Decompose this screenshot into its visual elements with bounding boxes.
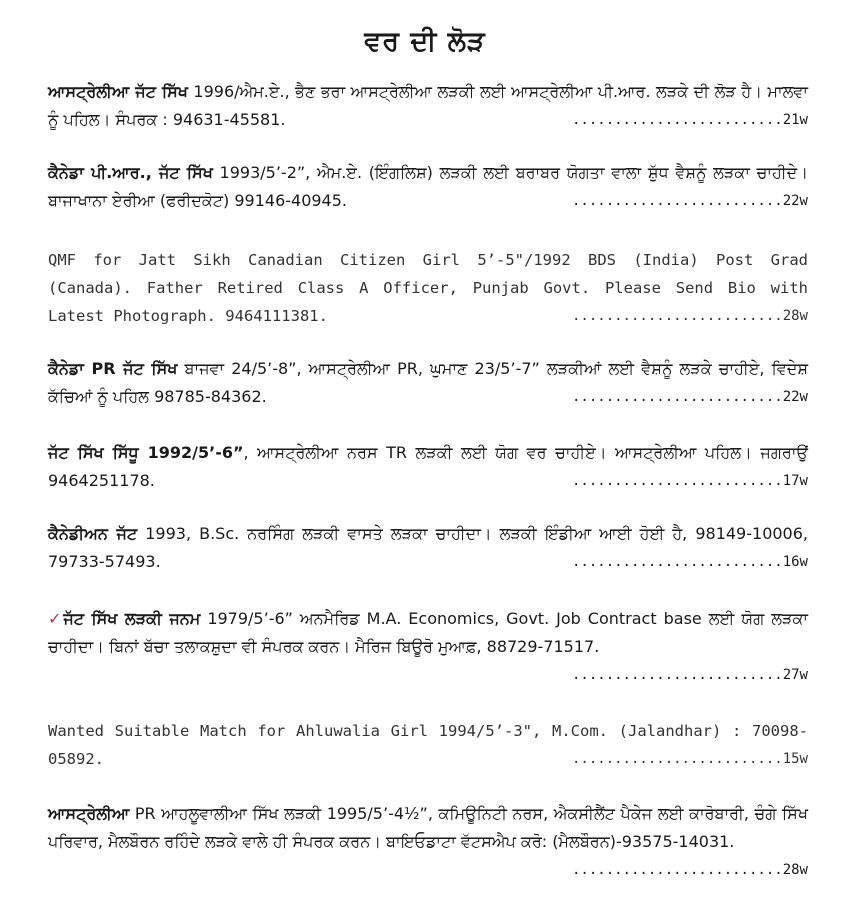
ad-text: 1993, B.Sc. ਨਰਸਿੰਗ ਲੜਕੀ ਵਾਸਤੇ ਲੜਕਾ ਚਾਹੀਦਾ। ਲੜਕੀ ਇੰਡੀਆ ਆਈ ਹੋਈ ਹੈ, 98149-10006, 79733-57493. xyxy=(48,524,808,571)
classified-ad xyxy=(48,246,808,330)
ad-text: , ਆਸਟ੍ਰੇਲੀਆ ਨਰਸ TR ਲੜਕੀ ਲਈ ਯੋਗ ਵਰ ਚਾਹੀਏ। ਆਸਟ੍ਰੇਲੀਆ ਪਹਿਲ। ਜਗਰਾਉਂ 9464251178. xyxy=(48,443,808,490)
ad-code: .........................27w xyxy=(571,667,808,683)
ad-heading: ਆਸਟ੍ਰੇਲੀਆ xyxy=(48,804,130,823)
classified-ad xyxy=(48,605,808,683)
ad-code: .........................21w xyxy=(571,112,808,128)
ad-code: .........................17w xyxy=(571,473,808,489)
ad-code: .........................22w xyxy=(571,389,808,405)
ad-heading: ਜੱਟ ਸਿੱਖ ਲੜਕੀ ਜਨਮ xyxy=(63,609,201,628)
ad-text: QMF for Jatt Sikh Canadian Citizen Girl 5’-5"/1992 BDS (India) Post Grad (Canada). Father Retired Class A Officer, Punjab Govt. Please Send Bio with Latest Photograph. 9464111381. xyxy=(48,251,808,325)
classified-ad xyxy=(48,800,808,878)
classified-ad xyxy=(48,159,808,215)
ad-text: PR ਆਹਲੂਵਾਲੀਆ ਸਿੱਖ ਲੜਕੀ 1995/5’-4½”, ਕਮਿਊਨਿਟੀ ਨਰਸ, ਐਕਸੀਲੈਂਟ ਪੈਕੇਜ ਲਈ ਕਾਰੋਬਾਰੀ, ਚੰਗੇ ਸਿੱਖ ਪਰਿਵਾਰ, ਮੈਲਬੌਰਨ ਰਹਿੰਦੇ ਲੜਕੇ ਵਾਲੇ ਹੀ ਸੰਪਰਕ ਕਰਨ। ਬਾਇਓਡਾਟਾ ਵੱਟਸਐਪ ਕਰੋ: (ਮੈਲਬੌਰਨ)-93575-14031. xyxy=(48,804,808,851)
ad-text: 1993/5’-2”, ਐਮ.ਏ. (ਇੰਗਲਿਸ਼) ਲੜਕੀ ਲਈ ਬਰਾਬਰ ਯੋਗਤਾ ਵਾਲਾ ਸ਼ੁੱਧ ਵੈਸ਼ਨੂੰ ਲੜਕਾ ਚਾਹੀਦੇ। ਬਾਜਾਖਾਨਾ ਏਰੀਆ (ਫਰੀਦਕੋਟ) 99146-40945. xyxy=(48,163,808,210)
ad-code: .........................16w xyxy=(571,554,808,570)
classified-ad xyxy=(48,78,808,134)
ad-code: .........................28w xyxy=(571,308,808,324)
ad-heading: ਕੈਨੇਡੀਅਨ ਜੱਟ xyxy=(48,524,138,543)
ad-heading: ਕੈਨੇਡਾ ਪੀ.ਆਰ., ਜੱਟ ਸਿੱਖ xyxy=(48,163,213,182)
ad-text: 1979/5’-6” ਅਨਮੈਰਿਡ M.A. Economics, Govt. Job Contract base ਲਈ ਯੋਗ ਲੜਕਾ ਚਾਹੀਦਾ। ਬਿਨਾਂ ਬੱਚਾ ਤਲਾਕਸ਼ੁਦਾ ਵੀ ਸੰਪਰਕ ਕਰਨ। ਮੈਰਿਜ ਬਿਊਰੋ ਮੁਆਫ਼, 88729-71517. xyxy=(48,609,808,656)
ad-code: .........................15w xyxy=(571,751,808,767)
ad-heading: ਆਸਟ੍ਰੇਲੀਆ ਜੱਟ ਸਿੱਖ xyxy=(48,82,188,101)
classified-ad xyxy=(48,439,808,495)
ad-text: ਬਾਜਵਾ 24/5’-8”, ਆਸਟ੍ਰੇਲੀਆ PR, ਘੁਮਾਣ 23/5’-7” ਲੜਕੀਆਂ ਲਈ ਵੈਸ਼ਨੂੰ ਲੜਕੇ ਚਾਹੀਏ, ਵਿਦੇਸ਼ ਕੱਚਿਆਂ ਨੂੰ ਪਹਿਲ 98785-84362. xyxy=(48,359,808,406)
classified-ad xyxy=(48,520,808,576)
ad-code: .........................28w xyxy=(571,862,808,878)
classified-ad xyxy=(48,717,808,773)
ad-text: Wanted Suitable Match for Ahluwalia Girl 1994/5’-3", M.Com. (Jalandhar) : 70098-05892. xyxy=(48,722,808,768)
checkmark-icon: ✓ xyxy=(48,609,64,628)
ad-code: .........................22w xyxy=(571,193,808,209)
ad-heading: ਕੈਨੇਡਾ PR ਜੱਟ ਸਿੱਖ xyxy=(48,359,178,378)
ad-text: 1996/ਐਮ.ਏ., ਭੈਣ ਭਰਾ ਆਸਟ੍ਰੇਲੀਆ ਲੜਕੀ ਲਈ ਆਸਟ੍ਰੇਲੀਆ ਪੀ.ਆਰ. ਲੜਕੇ ਦੀ ਲੋੜ ਹੈ। ਮਾਲਵਾ ਨੂੰ ਪਹਿਲ। ਸੰਪਰਕ : 94631-45581. xyxy=(48,82,808,129)
page-title: ਵਰ ਦੀ ਲੋੜ xyxy=(364,26,486,57)
classified-ad xyxy=(48,355,808,411)
ad-heading: ਜੱਟ ਸਿੱਖ ਸਿੱਧੂ 1992/5’-6” xyxy=(48,443,244,462)
